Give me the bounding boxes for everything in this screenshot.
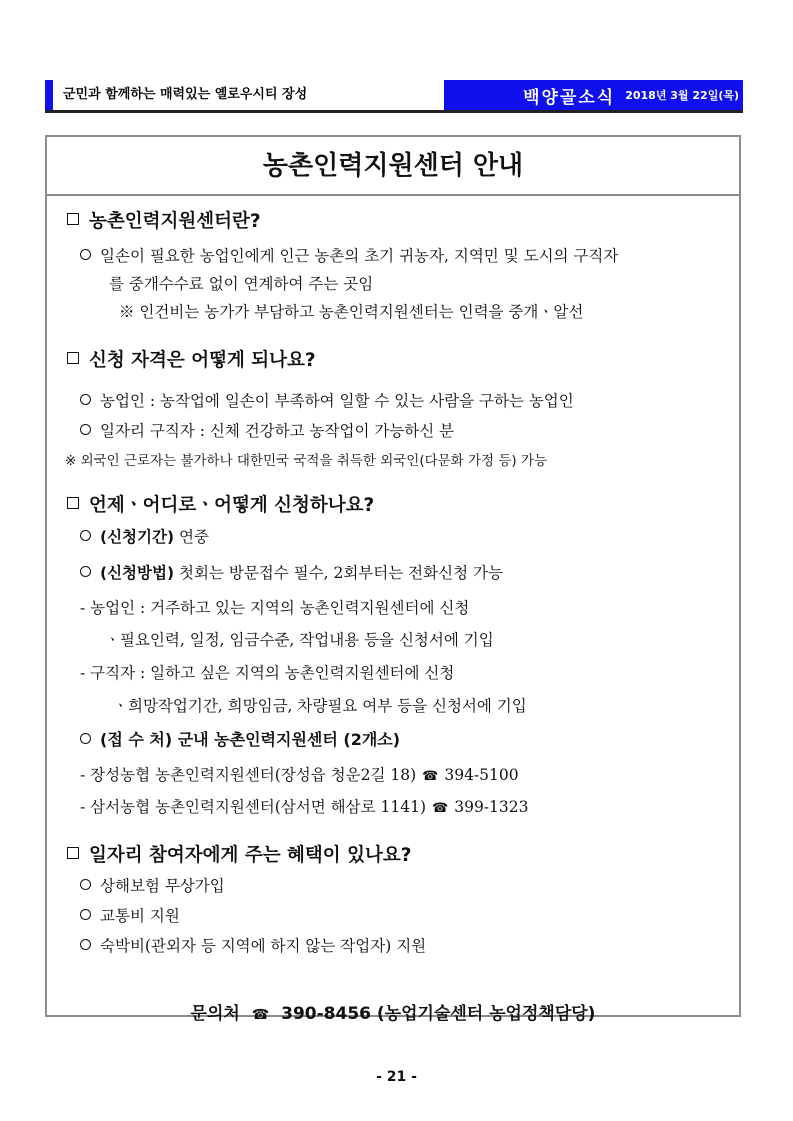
circle-bullet-icon (80, 879, 91, 890)
header-slogan: 군민과 함께하는 매력있는 옐로우시티 장성 (63, 87, 308, 102)
page-header (45, 80, 743, 110)
eligibility-item: 농업인 : 농작업에 일손이 부족하여 일할 수 있는 사람을 구하는 농업인 (80, 389, 574, 411)
header-rule (45, 110, 743, 113)
section-what-note: ※ 인건비는 농가가 부담하고 농촌인력지원센터는 인력을 중개ㆍ알선 (119, 303, 584, 321)
eligibility-item: 일자리 구직자 : 신체 건강하고 농작업이 가능하신 분 (80, 419, 454, 441)
page-number: - 21 - (376, 1069, 417, 1085)
circle-bullet-icon (80, 424, 91, 435)
phone-icon: ☎ (422, 769, 439, 784)
apply-period: (신청기간) 연중 (80, 525, 209, 547)
phone-icon: ☎ (432, 801, 449, 816)
apply-seeker-detail: ㆍ희망작업기간, 희망임금, 차량필요 여부 등을 신청서에 기입 (113, 697, 527, 715)
circle-bullet-icon (80, 530, 91, 541)
notice-frame (45, 135, 741, 1024)
square-bullet-icon (67, 497, 79, 509)
phone-icon: ☎ (251, 1007, 270, 1023)
apply-method: (신청방법) 첫회는 방문접수 필수, 2회부터는 전화신청 가능 (80, 561, 503, 583)
section-what-desc-2: 를 중개수수료 없이 연계하여 주는 곳임 (109, 275, 374, 293)
section-heading-benefits: 일자리 참여자에게 주는 혜택이 있나요? (67, 841, 411, 867)
benefit-item: 상해보험 무상가입 (80, 874, 225, 896)
center-row: - 삼서농협 농촌인력지원센터(삼서면 해삼로 1141) ☎ 399-1323 (80, 798, 529, 816)
header-accent-bar (45, 80, 53, 110)
section-heading-what: 농촌인력지원센터란? (67, 207, 261, 233)
circle-bullet-icon (80, 909, 91, 920)
benefit-item: 교통비 지원 (80, 904, 180, 926)
eligibility-note: ※ 외국인 근로자는 불가하나 대한민국 국적을 취득한 외국인(다문화 가정 등) 가능 (65, 453, 548, 469)
header-newsletter-box (444, 80, 743, 110)
reception-heading: (접 수 처) 군내 농촌인력지원센터 (2개소) (80, 727, 400, 750)
square-bullet-icon (67, 352, 79, 364)
section-heading-how: 언제ㆍ어디로ㆍ어떻게 신청하나요? (67, 491, 374, 517)
square-bullet-icon (67, 847, 79, 859)
section-what-desc-1: 일손이 필요한 농업인에게 인근 농촌의 초기 귀농자, 지역민 및 도시의 구직자 (80, 244, 618, 266)
benefit-item: 숙박비(관외자 등 지역에 하지 않는 작업자) 지원 (80, 934, 426, 956)
apply-farmer-detail: ㆍ필요인력, 일정, 임금수준, 작업내용 등을 신청서에 기입 (105, 631, 494, 649)
circle-bullet-icon (80, 939, 91, 950)
apply-seeker: - 구직자 : 일하고 싶은 지역의 농촌인력지원센터에 신청 (80, 664, 455, 682)
contact-line: 문의처 ☎ 390-8456 (농업기술센터 농업정책담당) (190, 1004, 596, 1024)
apply-farmer: - 농업인 : 거주하고 있는 지역의 농촌인력지원센터에 신청 (80, 599, 470, 617)
circle-bullet-icon (80, 394, 91, 405)
section-heading-eligibility: 신청 자격은 어떻게 되나요? (67, 346, 316, 372)
page-title: 농촌인력지원센터 안내 (262, 151, 524, 181)
title-divider (47, 194, 739, 196)
circle-bullet-icon (80, 733, 91, 744)
center-row: - 장성농협 농촌인력지원센터(장성읍 청운2길 18) ☎ 394-5100 (80, 766, 519, 784)
square-bullet-icon (67, 213, 79, 225)
circle-bullet-icon (80, 566, 91, 577)
circle-bullet-icon (80, 249, 91, 260)
newsletter-name: 백양골소식 (523, 87, 616, 108)
issue-date: 2018년 3월 22일(목) (625, 89, 739, 102)
